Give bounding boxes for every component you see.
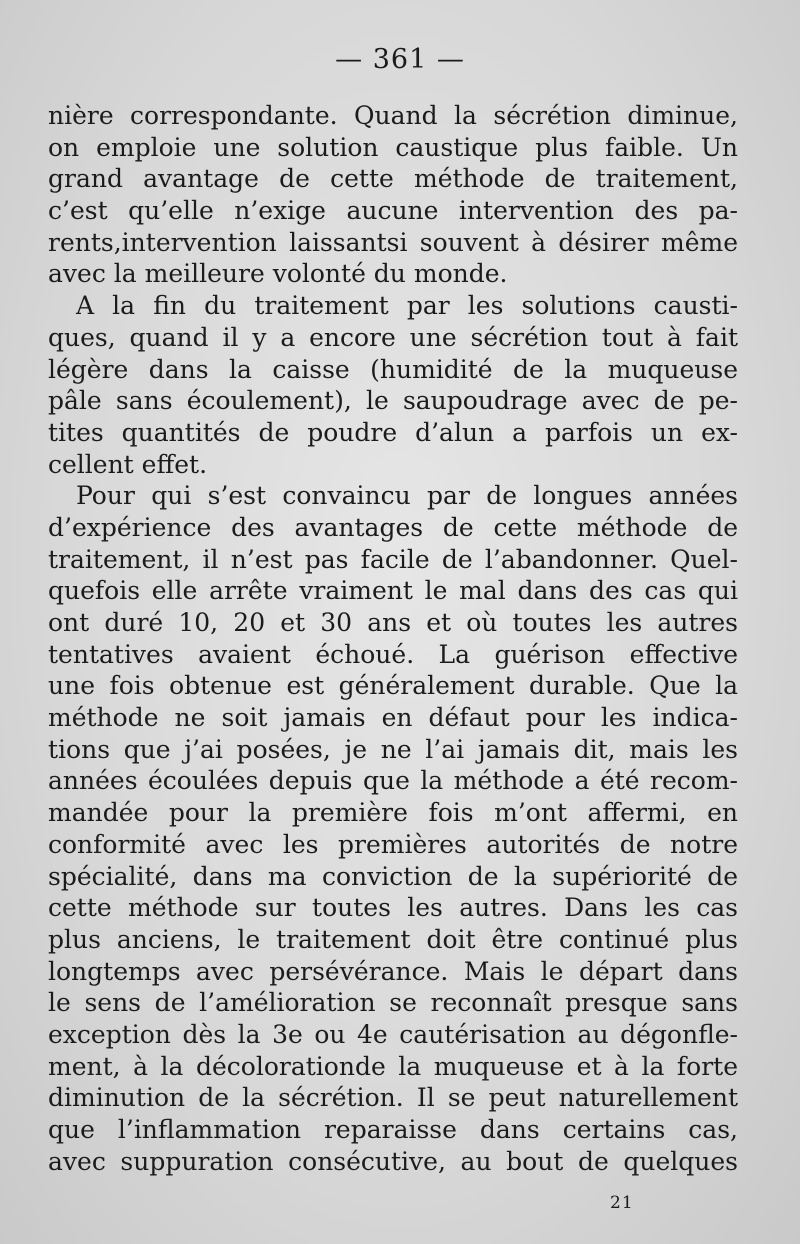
text-line: exception dès la 3e ou 4e cautérisation au dégonfle- (48, 1019, 738, 1049)
text-line: avec suppuration consécutive, au bout de quelques (48, 1146, 738, 1176)
text-line: tentatives avaient échoué. La guérison effective (48, 639, 738, 669)
page-number: — 361 — (335, 44, 465, 75)
text-line: cellent effet. (48, 449, 208, 479)
text-line: ment, à la décolorationde la muqueuse et à la forte (48, 1051, 738, 1081)
text-line: A la fin du traitement par les solutions causti- (76, 291, 738, 321)
text-line: cette méthode sur toutes les autres. Dans les cas (48, 893, 738, 923)
text-line: conformité avec les premières autorités de notre (48, 829, 738, 859)
text-line: on emploie une solution caustique plus faible. Un (48, 132, 738, 162)
text-line: avec la meilleure volonté du monde. (48, 259, 508, 289)
text-line: le sens de l’amélioration se reconnaît presque sans (48, 988, 738, 1018)
text-line: rents,intervention laissantsi souvent à désirer même (48, 227, 738, 257)
text-line: légère dans la caisse (humidité de la muqueuse (48, 354, 738, 384)
text-line: plus anciens, le traitement doit être continué plus (48, 924, 738, 954)
text-line: mandée pour la première fois m’ont affermi, en (48, 798, 738, 828)
text-line: ques, quand il y a encore une sécrétion tout à fait (48, 322, 738, 352)
text-line: tions que j’ai posées, je ne l’ai jamais dit, mais les (48, 734, 738, 764)
text-line: diminution de la sécrétion. Il se peut naturellement (48, 1083, 738, 1113)
text-line: que l’inflammation reparaisse dans certains cas, (48, 1115, 738, 1144)
text-line: Pour qui s’est convaincu par de longues années (76, 481, 738, 511)
text-line: pâle sans écoulement), le saupoudrage avec de pe- (48, 386, 738, 416)
text-line: ont duré 10, 20 et 30 ans et où toutes les autres (48, 608, 738, 637)
text-line: années écoulées depuis que la méthode a été recom- (48, 766, 738, 796)
text-line: c’est qu’elle n’exige aucune intervention des pa- (48, 196, 738, 226)
text-line: spécialité, dans ma conviction de la supériorité de (48, 861, 738, 891)
text-line: quefois elle arrête vraiment le mal dans des cas qui (48, 576, 738, 606)
body-text (48, 100, 738, 1177)
signature-mark: 21 (610, 1193, 634, 1213)
text-line: d’expérience des avantages de cette méthode de (48, 512, 738, 542)
text-line: grand avantage de cette méthode de traitement, (48, 164, 738, 194)
text-line: traitement, il n’est pas facile de l’abandonner. Quel- (48, 544, 738, 574)
text-line: tites quantités de poudre d’alun a parfois un ex- (48, 417, 738, 447)
text-line: nière correspondante. Quand la sécrétion diminue, (48, 101, 738, 130)
text-line: méthode ne soit jamais en défaut pour les indica- (48, 703, 738, 733)
text-line: longtemps avec persévérance. Mais le départ dans (48, 956, 738, 986)
text-line: une fois obtenue est généralement durable. Que la (48, 671, 738, 701)
